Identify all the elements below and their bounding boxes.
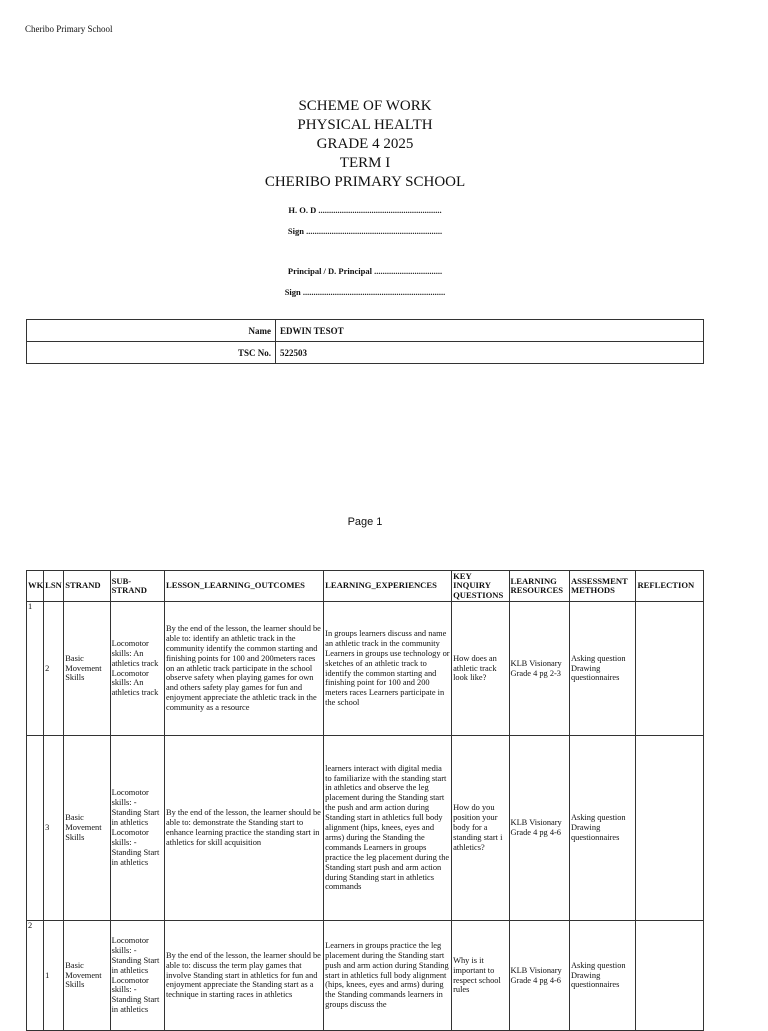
- cell-experiences: In groups learners discuss and name an athletic track in the community Learners in groups use technology or sketches of an athletic track to identify the common starting and finishing point for 100 and 200 meters races Learners participate in the school: [324, 602, 452, 736]
- cell-resources: KLB Visionary Grade 4 pg 4-6: [509, 921, 569, 1031]
- name-row: [27, 320, 704, 342]
- cell-key-inquiry: How does an athletic track look like?: [452, 602, 509, 736]
- cell-assessment: Asking question Drawing questionnaires: [569, 602, 635, 736]
- header-assessment: ASSESSMENT METHODS: [569, 571, 635, 602]
- cell-assessment: Asking question Drawing questionnaires: [569, 921, 635, 1031]
- header-key-inquiry: KEY INQUIRY QUESTIONS: [452, 571, 509, 602]
- principal-sign-line: Sign ...................................................................: [284, 287, 446, 297]
- name-label: Name: [27, 320, 276, 342]
- cell-wk: 1: [27, 602, 44, 736]
- cell-experiences: Learners in groups practice the leg placement during the Standing start push and arm action during Standing start in athletics full body alignment (hips, knees, eyes and arms) during the Standing commands learners in groups discuss the: [324, 921, 452, 1031]
- header-sub-strand: SUB-STRAND: [110, 571, 164, 602]
- cell-key-inquiry: How do you position your body for a standing start i athletics?: [452, 736, 509, 921]
- teacher-info-table: [26, 319, 704, 364]
- table-row: [27, 736, 704, 921]
- title-line-5: CHERIBO PRIMARY SCHOOL: [264, 174, 466, 190]
- cell-wk: 2: [27, 921, 44, 1031]
- title-line-2: PHYSICAL HEALTH: [297, 117, 433, 133]
- header-reflection: REFLECTION: [636, 571, 704, 602]
- cell-lsn: 3: [44, 736, 64, 921]
- tsc-label: TSC No.: [27, 342, 276, 364]
- cell-key-inquiry: Why is it important to respect school rules: [452, 921, 509, 1031]
- principal-line: Principal / D. Principal ................................: [287, 266, 443, 276]
- cell-lsn: 1: [44, 921, 64, 1031]
- cell-sub-strand: Locomotor skills: - Standing Start in athletics Locomotor skills: - Standing Start in athletics: [110, 921, 164, 1031]
- document-title: [0, 97, 730, 192]
- cell-wk: [27, 736, 44, 921]
- header-lsn: LSN: [44, 571, 64, 602]
- cell-resources: KLB Visionary Grade 4 pg 2-3: [509, 602, 569, 736]
- table-header-row: [27, 571, 704, 602]
- title-line-1: SCHEME OF WORK: [298, 98, 432, 114]
- cell-reflection: [636, 736, 704, 921]
- hod-sign-line: Sign ................................................................: [287, 226, 443, 236]
- table-row: [27, 921, 704, 1031]
- cell-assessment: Asking question Drawing questionnaires: [569, 736, 635, 921]
- tsc-value: 522503: [276, 342, 704, 364]
- cell-reflection: [636, 921, 704, 1031]
- running-header: Cheribo Primary School: [25, 24, 113, 34]
- header-wk: WK: [27, 571, 44, 602]
- cell-strand: Basic Movement Skills: [64, 602, 110, 736]
- title-line-3: GRADE 4 2025: [316, 136, 414, 152]
- cell-outcomes: By the end of the lesson, the learner should be able to: discuss the term play games that involve Standing start in athletics for fun and enjoyment appreciate the Standing start as a technique in starting races in athletics: [164, 921, 323, 1031]
- cell-experiences: learners interact with digital media to familiarize with the standing start in athletics and observe the leg placement during the Standing start the push and arm action during Standing start in athletics full body alignment (hips, knees, eyes and arms) during the Standing the commands Learners in groups practice the leg placement during the Standing start push and arm action during Standing start in athletics commands: [324, 736, 452, 921]
- title-line-4: TERM I: [339, 155, 391, 171]
- scheme-of-work-table: [26, 570, 704, 1031]
- cell-resources: KLB Visionary Grade 4 pg 4-6: [509, 736, 569, 921]
- hod-line: H. O. D ..........................................................: [288, 205, 442, 215]
- tsc-row: [27, 342, 704, 364]
- header-resources: LEARNING RESOURCES: [509, 571, 569, 602]
- cell-sub-strand: Locomotor skills: An athletics track Locomotor skills: An athletics track: [110, 602, 164, 736]
- cell-lsn: 2: [44, 602, 64, 736]
- cell-strand: Basic Movement Skills: [64, 736, 110, 921]
- cell-outcomes: By the end of the lesson, the learner should be able to: demonstrate the Standing start to enhance learning practice the standing start in athletics for skill acquisition: [164, 736, 323, 921]
- cell-sub-strand: Locomotor skills: - Standing Start in athletics Locomotor skills: - Standing Start in athletics: [110, 736, 164, 921]
- header-experiences: LEARNING_EXPERIENCES: [324, 571, 452, 602]
- header-strand: STRAND: [64, 571, 110, 602]
- header-outcomes: LESSON_LEARNING_OUTCOMES: [164, 571, 323, 602]
- table-row: [27, 602, 704, 736]
- cell-reflection: [636, 602, 704, 736]
- name-value: EDWIN TESOT: [276, 320, 704, 342]
- page-number: Page 1: [347, 516, 383, 528]
- cell-outcomes: By the end of the lesson, the learner should be able to: identify an athletic track in the community identify the common starting and finishing points for 100 and 200meters races on an athletic track participate in the school observe safety when playing games for own and others safety play games for fun and enjoyment appreciate the athletic track in the community as a resource: [164, 602, 323, 736]
- cell-strand: Basic Movement Skills: [64, 921, 110, 1031]
